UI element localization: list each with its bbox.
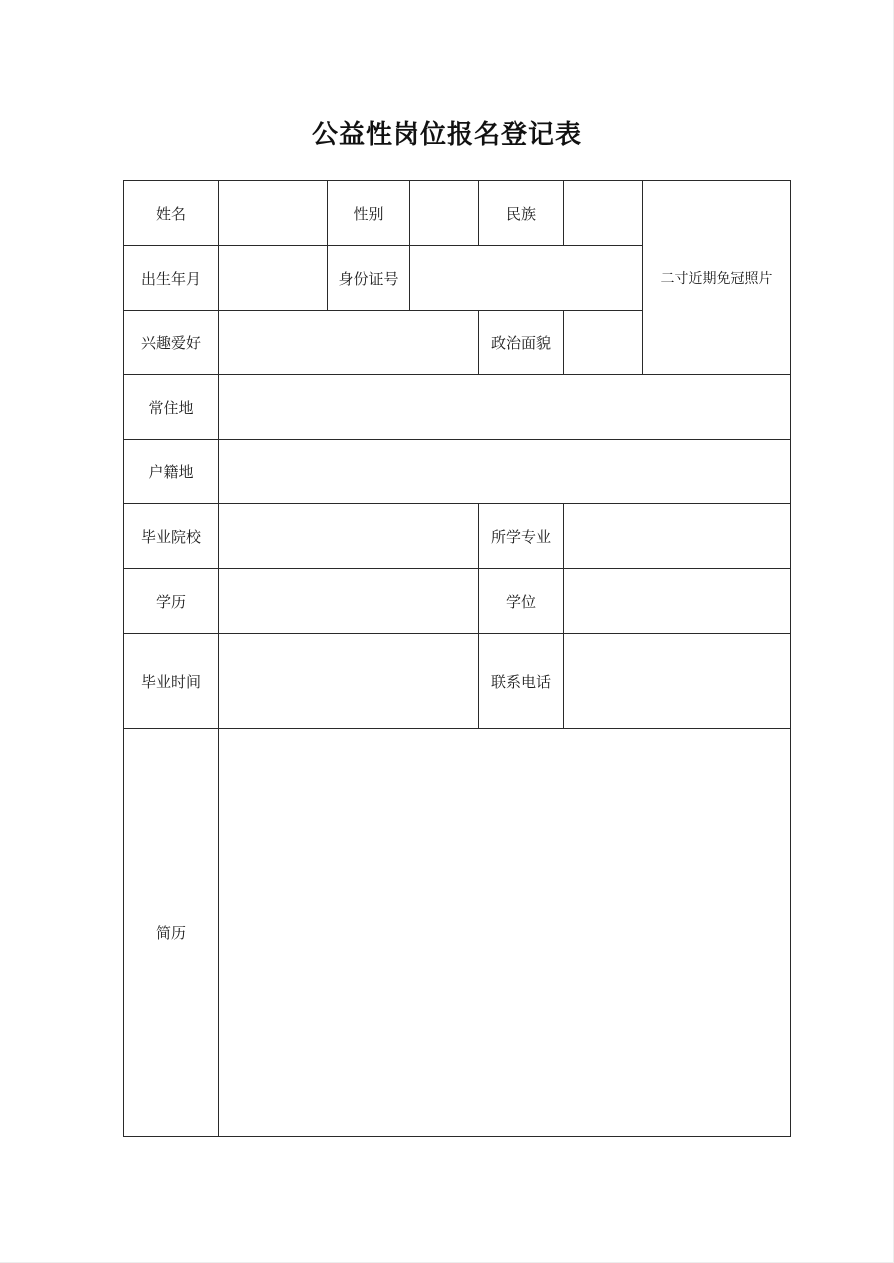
residence-field[interactable] bbox=[219, 375, 791, 440]
form-title: 公益性岗位报名登记表 bbox=[311, 120, 582, 150]
household-registration-field[interactable] bbox=[219, 440, 791, 504]
political-status-label: 政治面貌 bbox=[479, 311, 564, 375]
table-row bbox=[124, 504, 791, 569]
degree-field[interactable] bbox=[564, 569, 791, 634]
graduated-school-field[interactable] bbox=[219, 504, 479, 569]
graduation-time-label: 毕业时间 bbox=[124, 634, 219, 729]
education-label: 学历 bbox=[124, 569, 219, 634]
photo-placeholder[interactable]: 二寸近期免冠照片 bbox=[643, 181, 791, 375]
political-status-field[interactable] bbox=[564, 311, 643, 375]
degree-label: 学位 bbox=[479, 569, 564, 634]
name-label: 姓名 bbox=[124, 181, 219, 246]
phone-label: 联系电话 bbox=[479, 634, 564, 729]
table-row bbox=[124, 440, 791, 504]
table-row bbox=[124, 181, 791, 246]
id-number-field[interactable] bbox=[410, 246, 643, 311]
graduated-school-label: 毕业院校 bbox=[124, 504, 219, 569]
table-row bbox=[124, 569, 791, 634]
birth-date-field[interactable] bbox=[219, 246, 328, 311]
table-row bbox=[124, 634, 791, 729]
table-row bbox=[124, 729, 791, 1137]
residence-label: 常住地 bbox=[124, 375, 219, 440]
name-field[interactable] bbox=[219, 181, 328, 246]
gender-field[interactable] bbox=[410, 181, 479, 246]
resume-field[interactable] bbox=[219, 729, 791, 1137]
registration-form-table bbox=[123, 180, 791, 1137]
gender-label: 性别 bbox=[328, 181, 410, 246]
birth-date-label: 出生年月 bbox=[124, 246, 219, 311]
graduation-time-field[interactable] bbox=[219, 634, 479, 729]
major-field[interactable] bbox=[564, 504, 791, 569]
household-registration-label: 户籍地 bbox=[124, 440, 219, 504]
hobbies-label: 兴趣爱好 bbox=[124, 311, 219, 375]
major-label: 所学专业 bbox=[479, 504, 564, 569]
ethnicity-label: 民族 bbox=[479, 181, 564, 246]
id-number-label: 身份证号 bbox=[328, 246, 410, 311]
hobbies-field[interactable] bbox=[219, 311, 479, 375]
resume-label: 简历 bbox=[124, 729, 219, 1137]
education-field[interactable] bbox=[219, 569, 479, 634]
phone-field[interactable] bbox=[564, 634, 791, 729]
table-row bbox=[124, 375, 791, 440]
ethnicity-field[interactable] bbox=[564, 181, 643, 246]
